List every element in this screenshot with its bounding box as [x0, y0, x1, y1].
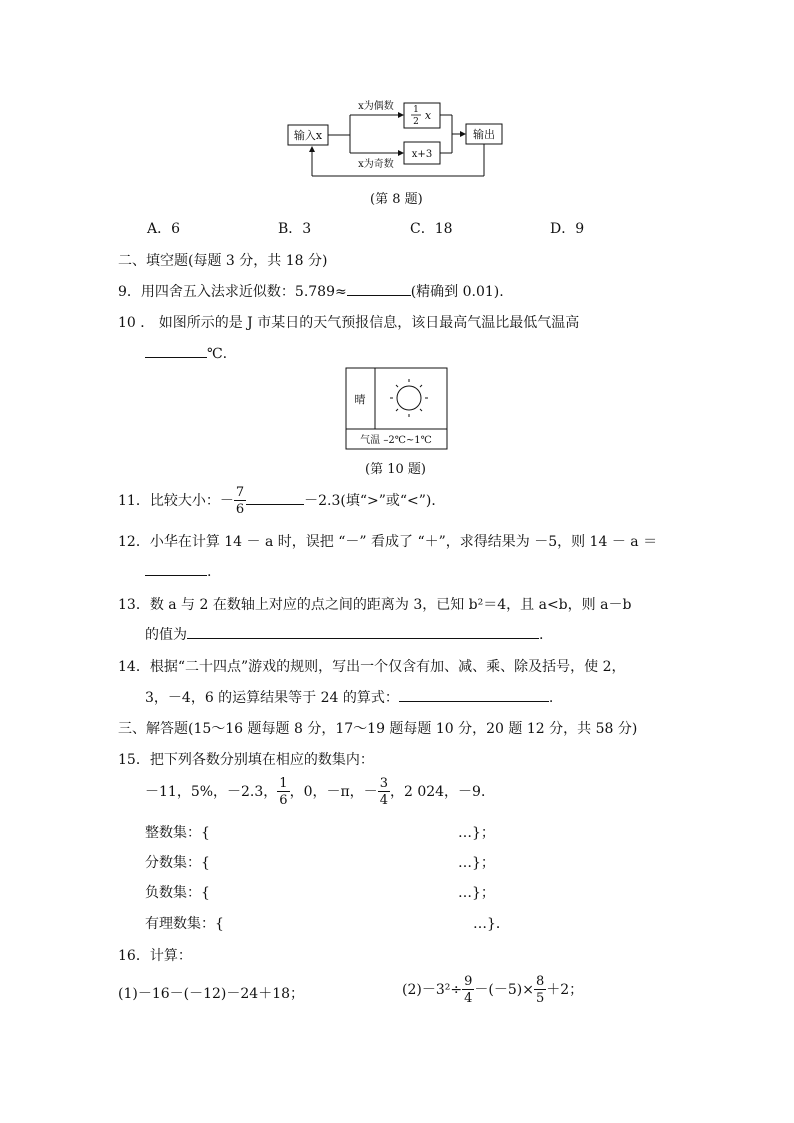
- q12-line1: 12．小华在计算 14 － a 时，误把 “－” 看成了 “＋”，求得结果为 －5，则 14 － a ＝: [118, 534, 658, 550]
- q14-prefix: 3，－4，6 的运算结果等于 24 的算式：: [145, 690, 399, 706]
- q15-nums-c: ，2 024，－9．: [389, 784, 495, 800]
- q10-blank[interactable]: [145, 343, 207, 358]
- q15-set-rational-end: …}．: [473, 916, 510, 932]
- q16-part2: [402, 975, 583, 1005]
- section3-title: 三、解答题(15～16 题每题 8 分，17～19 题每题 10 分，20 题 12 分，共 58 分): [118, 721, 638, 737]
- flow-even-num: 1: [413, 105, 419, 115]
- q9-text: 9．用四舍五入法求近似数：5.789≈: [118, 284, 347, 300]
- q13-blank[interactable]: [187, 624, 539, 639]
- q16-frac1: [462, 975, 474, 1005]
- q9-after: (精确到 0.01).: [410, 284, 504, 300]
- q15-frac2-num: 3: [379, 776, 388, 791]
- q8-flowchart: [280, 90, 520, 190]
- q11: [118, 486, 445, 516]
- q15-nums-b: ，0，－π，－: [289, 784, 378, 800]
- flow-even-den: 2: [413, 117, 419, 127]
- q13-prefix: 的值为: [145, 627, 187, 643]
- q11-text: 11．比较大小：－: [118, 493, 234, 509]
- q11-blank[interactable]: [246, 490, 304, 505]
- q15-frac2-den: 4: [379, 793, 388, 808]
- q8-caption: (第 8 题): [370, 192, 423, 207]
- q14-line1: 14．根据“二十四点”游戏的规则，写出一个仅含有加、减、乘、除及括号，使 2，: [118, 659, 626, 675]
- weather-label: 晴: [354, 393, 366, 406]
- q9-blank[interactable]: [347, 281, 411, 296]
- q10-line2: [145, 343, 227, 362]
- q13-end: .: [539, 627, 544, 643]
- flow-even-var: x: [424, 109, 432, 122]
- q10-caption: (第 10 题): [365, 462, 426, 477]
- q10-unit: ℃.: [207, 346, 228, 362]
- flow-odd-box: x+3: [411, 149, 433, 160]
- q11-frac-den: 6: [235, 502, 245, 517]
- q15-nums-a: －11，5%，－2.3，: [145, 784, 278, 800]
- q15-title: 15．把下列各数分别填在相应的数集内：: [118, 752, 374, 768]
- flow-cond-even: x为偶数: [358, 101, 394, 112]
- q8-option-d: [550, 218, 584, 238]
- q11-fraction: [234, 486, 246, 516]
- q15-set-fraction-end: …}；: [458, 855, 495, 871]
- q13-line1: 13．数 a 与 2 在数轴上对应的点之间的距离为 3，已知 b²＝4，且 a<b，则 a－b: [118, 597, 632, 613]
- q12-end: .: [207, 564, 212, 580]
- q16-frac2: [534, 975, 546, 1005]
- q15-set-fraction-label: 分数集：{: [145, 855, 210, 871]
- q16-frac2-den: 5: [535, 991, 545, 1006]
- q8-option-b-text: B．3: [278, 221, 312, 237]
- q15-set-integer-label: 整数集：{: [145, 825, 210, 841]
- flow-input-label: 输入x: [293, 129, 323, 142]
- q16-frac2-num: 8: [535, 974, 545, 989]
- q15-set-rational-label: 有理数集：{: [145, 916, 224, 932]
- q14-blank[interactable]: [399, 687, 549, 702]
- q15-set-negative-label: 负数集：{: [145, 885, 210, 901]
- q8-option-a-text: A．6: [147, 221, 181, 237]
- flow-output-label: 输出: [473, 128, 495, 141]
- q9: [118, 281, 504, 301]
- q15-set-negative-end: …}；: [458, 885, 495, 901]
- q8-option-c: [410, 218, 453, 238]
- q15-frac1: [277, 777, 289, 807]
- q11-frac-num: 7: [235, 485, 245, 500]
- q16-title: 16．计算：: [118, 948, 192, 964]
- q12-blank[interactable]: [145, 561, 207, 576]
- q16-p2-c: ＋2；: [546, 982, 584, 998]
- q10-weather-box: [345, 367, 449, 451]
- q11-after: －2.3(填“>”或“<”)．: [304, 493, 446, 509]
- q15-set-integer-end: …}；: [458, 825, 495, 841]
- q15-numbers: [145, 777, 495, 807]
- q10-line1: 10 ． 如图所示的是 J 市某日的天气预报信息，该日最高气温比最低气温高: [118, 315, 580, 331]
- flow-cond-odd: x为奇数: [358, 159, 394, 170]
- weather-temp: 气温 –2℃~1℃: [360, 435, 432, 446]
- q16-frac1-num: 9: [464, 974, 473, 989]
- section2-title: 二、填空题(每题 3 分，共 18 分): [118, 253, 328, 269]
- q15-frac1-den: 6: [279, 793, 288, 808]
- q13-line2: [145, 624, 543, 644]
- q8-option-b: [278, 218, 311, 238]
- q14-end: .: [548, 690, 554, 706]
- q8-option-a: [147, 218, 180, 238]
- q15-frac1-num: 1: [279, 776, 288, 791]
- q8-option-d-text: D．9: [550, 221, 585, 237]
- q16-p2-a: (2)－3²÷: [402, 982, 463, 998]
- q14-line2: [145, 687, 553, 707]
- sun-icon: [390, 379, 428, 417]
- q8-option-c-text: C．18: [410, 221, 453, 237]
- q12-line2: [145, 561, 211, 580]
- q15-frac2: [378, 777, 390, 807]
- q16-frac1-den: 4: [464, 991, 473, 1006]
- q16-part1: (1)－16－(－12)－24＋18；: [118, 986, 305, 1002]
- q16-p2-b: －(－5)×: [474, 982, 534, 998]
